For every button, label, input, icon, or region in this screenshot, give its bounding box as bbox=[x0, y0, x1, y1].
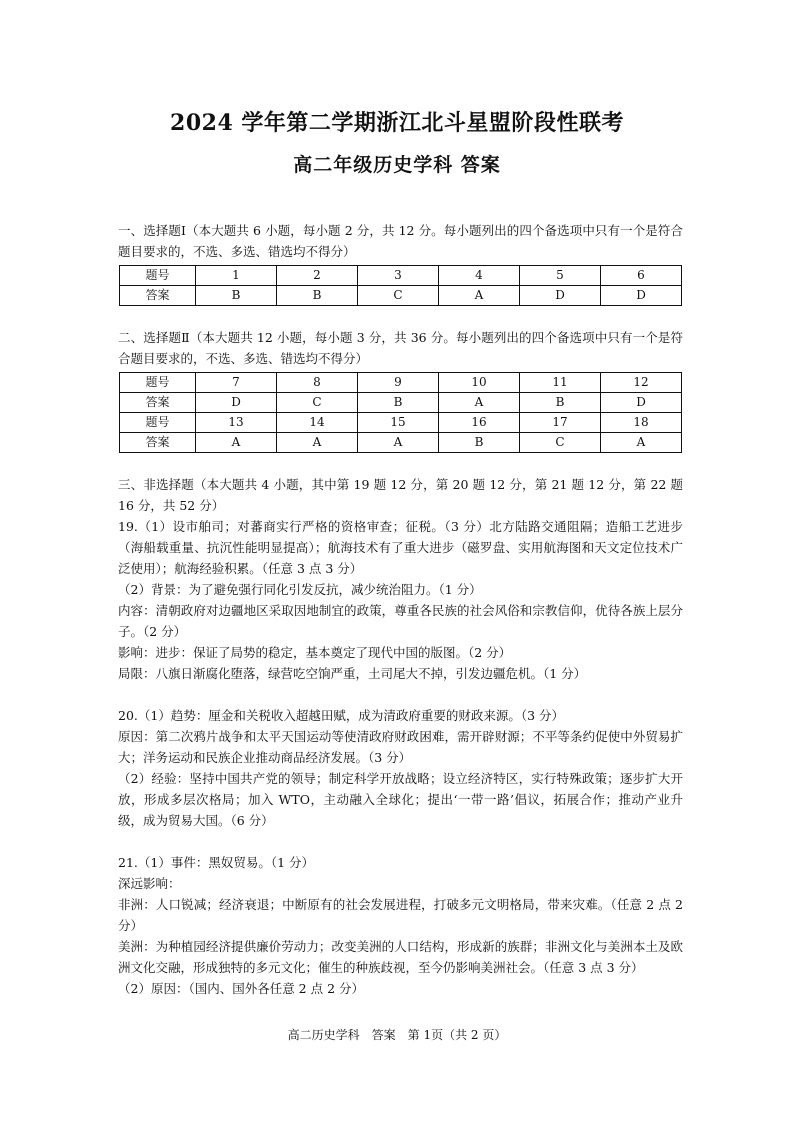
question-19-answer bbox=[118, 516, 683, 684]
answer-cell: B bbox=[439, 433, 520, 453]
answer-cell: C bbox=[520, 433, 601, 453]
answer-cell: A bbox=[196, 433, 277, 453]
question-number: 7 bbox=[196, 373, 277, 393]
question-number: 17 bbox=[520, 413, 601, 433]
table-row-numbers bbox=[120, 266, 682, 286]
answer-cell: B bbox=[196, 286, 277, 306]
answer-paragraph: （2）背景：为了避免强行同化引发反抗，减少统治阻力。（1 分） bbox=[118, 582, 482, 597]
table-row-answers bbox=[120, 393, 682, 413]
question-number: 18 bbox=[601, 413, 682, 433]
answer-paragraph: 原因：第二次鸦片战争和太平天国运动等使清政府财政困难，需开辟财源；不平等条约促使中外贸易扩大；洋务运动和民族企业推动商品经济发展。（3 分） bbox=[118, 729, 683, 765]
question-number: 4 bbox=[439, 266, 520, 286]
answer-paragraph: 非洲：人口锐减；经济衰退；中断原有的社会发展进程，打破多元文明格局，带来灾难。（任意 2 点 2 分） bbox=[118, 897, 683, 933]
answer-paragraph: 19.（1）设市舶司；对蕃商实行严格的资格审查；征税。（3 分）北方陆路交通阻隔；造船工艺进步（海船载重量、抗沉性能明显提高）；航海技术有了重大进步（磁罗盘、实用航海图和天文定位技术广泛使用）；航海经验积累。（任意 3 点 3 分） bbox=[118, 519, 683, 576]
answer-cell: D bbox=[196, 393, 277, 413]
answer-paragraph: 内容：清朝政府对边疆地区采取因地制宜的政策，尊重各民族的社会风俗和宗教信仰，优待各族上层分子。（2 分） bbox=[118, 603, 683, 639]
question-number: 11 bbox=[520, 373, 601, 393]
question-number: 1 bbox=[196, 266, 277, 286]
row-label-number: 题号 bbox=[120, 373, 196, 393]
answer-cell: A bbox=[601, 433, 682, 453]
question-number: 15 bbox=[358, 413, 439, 433]
question-number: 5 bbox=[520, 266, 601, 286]
section3-intro: 三、非选择题（本大题共 4 小题，其中第 19 题 12 分，第 20 题 12 分，第 21 题 12 分，第 22 题 16 分，共 52 分） bbox=[118, 477, 683, 513]
answer-paragraph: （2）原因：（国内、国外各任意 2 点 2 分） bbox=[118, 981, 365, 996]
answer-cell: A bbox=[277, 433, 358, 453]
question-21-answer bbox=[118, 852, 683, 999]
section1-answer-table bbox=[119, 265, 682, 306]
page-subtitle: 高二年级历史学科 答案 bbox=[293, 154, 501, 176]
section2-answer-table bbox=[119, 372, 682, 453]
answer-paragraph: （2）经验：坚持中国共产党的领导；制定科学开放战略；设立经济特区，实行特殊政策；逐步扩大开放，形成多层次格局；加入 WTO，主动融入全球化；提出‘一带一路’倡议，拓展合作；推动产业升级，成为贸易大国。（6 分） bbox=[118, 771, 683, 828]
section2-intro: 二、选择题Ⅱ（本大题共 12 小题，每小题 3 分，共 36 分。每小题列出的四个备选项中只有一个是符合题目要求的，不选、多选、错选均不得分） bbox=[118, 330, 683, 366]
question-number: 10 bbox=[439, 373, 520, 393]
question-20-answer bbox=[118, 705, 683, 831]
answer-cell: D bbox=[520, 286, 601, 306]
question-number: 2 bbox=[277, 266, 358, 286]
answer-cell: A bbox=[439, 393, 520, 413]
answer-paragraph: 美洲：为种植园经济提供廉价劳动力；改变美洲的人口结构，形成新的族群；非洲文化与美洲本土及欧洲文化交融，形成独特的多元文化；催生的种族歧视，至今仍影响美洲社会。（任意 3 点 3 分） bbox=[118, 939, 683, 975]
answer-cell: B bbox=[277, 286, 358, 306]
question-number: 14 bbox=[277, 413, 358, 433]
row-label-answer: 答案 bbox=[120, 286, 196, 306]
answer-content bbox=[118, 220, 683, 999]
answer-paragraph: 深远影响： bbox=[118, 876, 181, 891]
table-row-numbers bbox=[120, 413, 682, 433]
row-label-answer: 答案 bbox=[120, 433, 196, 453]
answer-cell: D bbox=[601, 286, 682, 306]
answer-cell: A bbox=[358, 433, 439, 453]
page-footer: 高二历史学科 答案 第 1页（共 2 页） bbox=[287, 1028, 507, 1042]
row-label-number: 题号 bbox=[120, 266, 196, 286]
table-row-answers bbox=[120, 433, 682, 453]
question-number: 16 bbox=[439, 413, 520, 433]
answer-cell: B bbox=[520, 393, 601, 413]
table-row-answers bbox=[120, 286, 682, 306]
table-row-numbers bbox=[120, 373, 682, 393]
answer-cell: D bbox=[601, 393, 682, 413]
answer-paragraph: 21.（1）事件：黑奴贸易。（1 分） bbox=[118, 855, 315, 870]
question-number: 3 bbox=[358, 266, 439, 286]
question-number: 9 bbox=[358, 373, 439, 393]
answer-paragraph: 20.（1）趋势：厘金和关税收入超越田赋，成为清政府重要的财政来源。（3 分） bbox=[118, 708, 565, 723]
answer-cell: C bbox=[358, 286, 439, 306]
section1-intro: 一、选择题Ⅰ（本大题共 6 小题，每小题 2 分，共 12 分。每小题列出的四个备选项中只有一个是符合题目要求的，不选、多选、错选均不得分） bbox=[118, 223, 683, 259]
question-number: 12 bbox=[601, 373, 682, 393]
question-number: 13 bbox=[196, 413, 277, 433]
answer-cell: A bbox=[439, 286, 520, 306]
question-number: 8 bbox=[277, 373, 358, 393]
answer-cell: C bbox=[277, 393, 358, 413]
page-title: 2024 学年第二学期浙江北斗星盟阶段性联考 bbox=[170, 110, 624, 136]
answer-paragraph: 局限：八旗日渐腐化堕落，绿营吃空饷严重，土司尾大不掉，引发边疆危机。（1 分） bbox=[118, 666, 587, 681]
question-number: 6 bbox=[601, 266, 682, 286]
row-label-answer: 答案 bbox=[120, 393, 196, 413]
answer-paragraph: 影响：进步：保证了局势的稳定，基本奠定了现代中国的版图。（2 分） bbox=[118, 645, 512, 660]
row-label-number: 题号 bbox=[120, 413, 196, 433]
answer-cell: B bbox=[358, 393, 439, 413]
